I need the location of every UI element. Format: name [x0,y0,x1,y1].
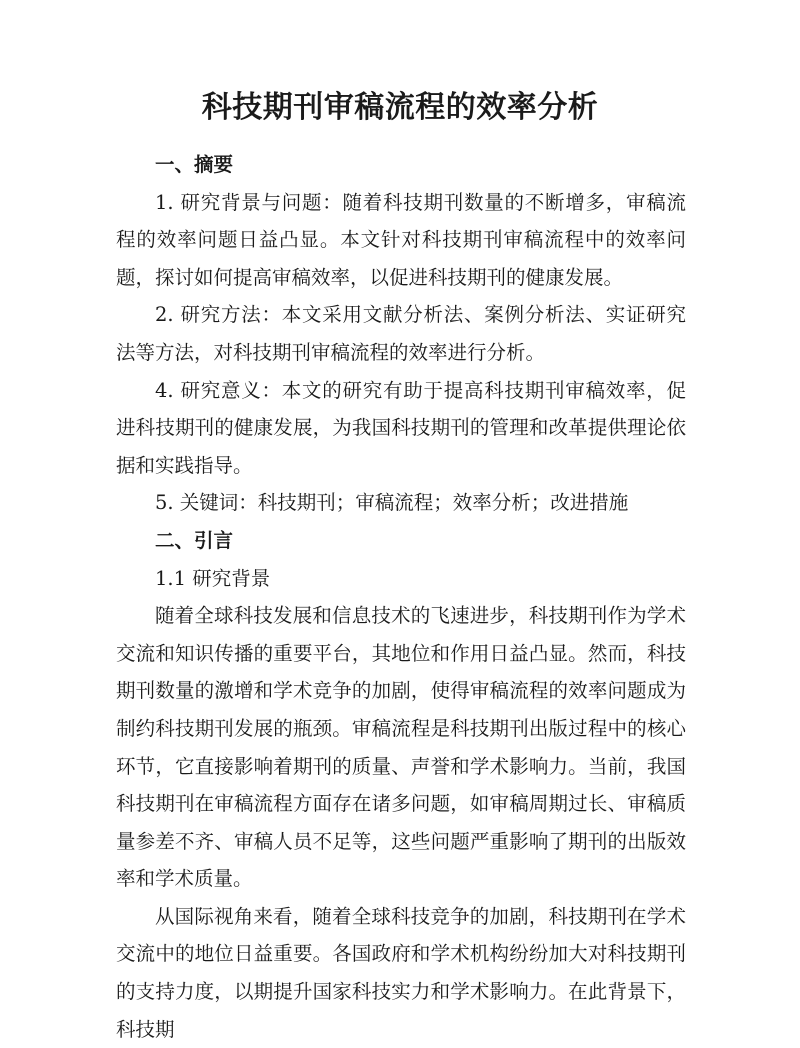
intro-paragraph-1: 随着全球科技发展和信息技术的飞速进步，科技期刊作为学术交流和知识传播的重要平台，其地位和作用日益凸显。然而，科技期刊数量的激增和学术竞争的加剧，使得审稿流程的效率问题成为制约科技期刊发展的瓶颈。审稿流程是科技期刊出版过程中的核心环节，它直接影响着期刊的质量、声誉和学术影响力。当前，我国科技期刊在审稿流程方面存在诸多问题，如审稿周期过长、审稿质量参差不齐、审稿人员不足等，这些问题严重影响了期刊的出版效率和学术质量。 [116,604,686,891]
subsection-heading-research-background: 1.1 研究背景 [155,566,271,590]
abstract-paragraph-significance: 4. 研究意义：本文的研究有助于提高科技期刊审稿效率，促进科技期刊的健康发展，为我国科技期刊的管理和改革提供理论依据和实践指导。 [116,378,686,477]
abstract-paragraph-keywords: 5. 关键词：科技期刊；审稿流程；效率分析；改进措施 [155,491,629,515]
intro-paragraph-2: 从国际视角来看，随着全球科技竞争的加剧，科技期刊在学术交流中的地位日益重要。各国政府和学术机构纷纷加大对科技期刊的支持力度，以期提升国家科技实力和学术影响力。在此背景下，科技期 [116,904,686,1041]
document-title: 科技期刊审稿流程的效率分析 [201,90,599,125]
abstract-paragraph-background: 1. 研究背景与问题：随着科技期刊数量的不断增多，审稿流程的效率问题日益凸显。本文针对科技期刊审稿流程中的效率问题，探讨如何提高审稿效率，以促进科技期刊的健康发展。 [116,190,686,289]
abstract-paragraph-methods: 2. 研究方法：本文采用文献分析法、案例分析法、实证研究法等方法，对科技期刊审稿流程的效率进行分析。 [116,303,686,364]
section-heading-abstract: 一、摘要 [155,153,234,176]
section-heading-introduction: 二、引言 [155,528,234,552]
document-body [116,146,686,1048]
